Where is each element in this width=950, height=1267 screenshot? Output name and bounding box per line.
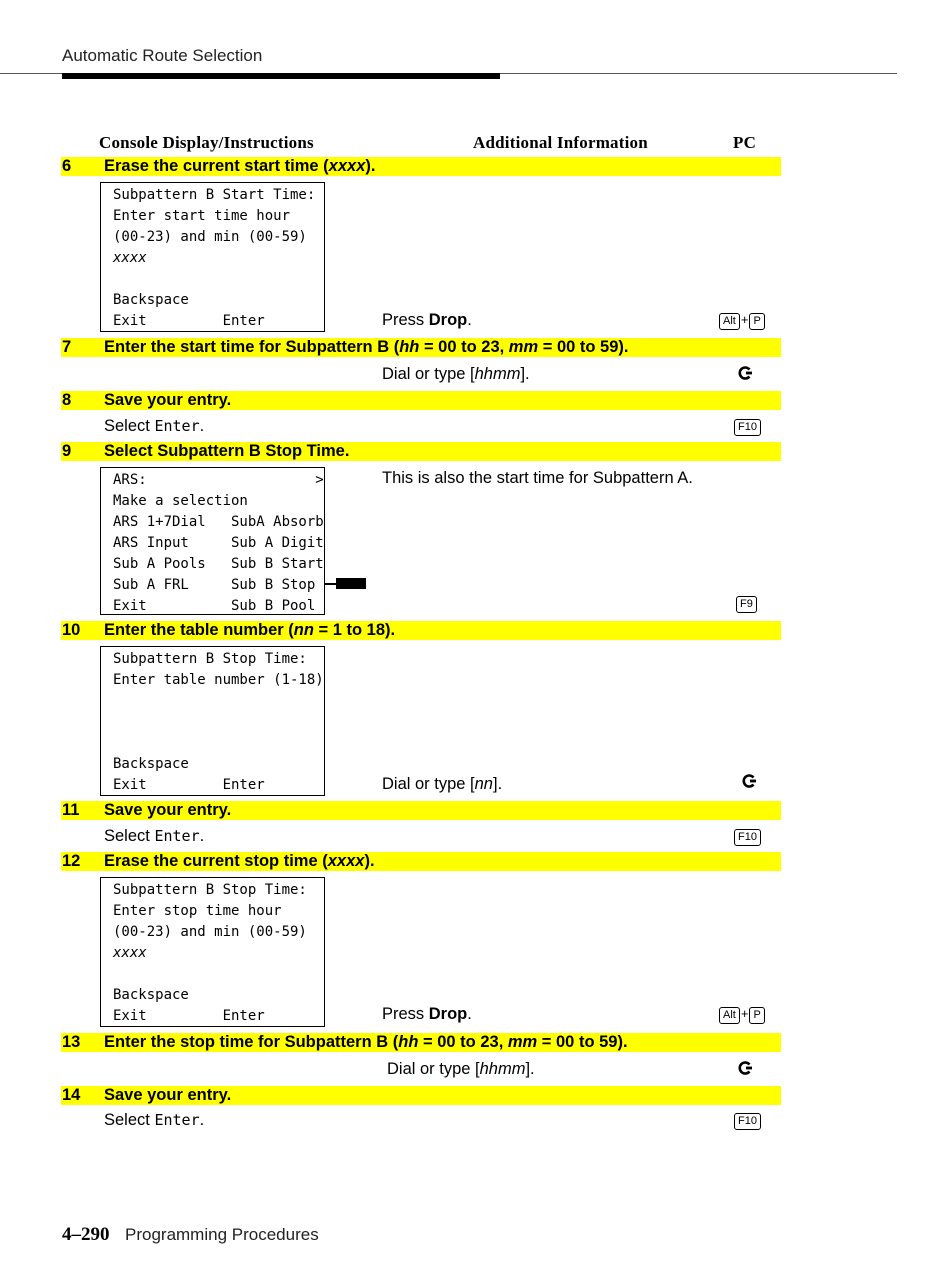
- screen-line: xxxx: [113, 945, 147, 961]
- screen-line: [113, 269, 324, 290]
- console-screen-ars-menu: [100, 467, 325, 615]
- f10-key: F10: [734, 829, 761, 846]
- screen-line: xxxx: [113, 250, 147, 266]
- f9-key: F9: [736, 596, 757, 613]
- step-12-bar: [61, 852, 781, 871]
- screen-line: Exit Sub B Pool: [113, 598, 316, 614]
- console-screen-table-number: [100, 646, 325, 796]
- screen-line-exit-enter: Exit Enter: [113, 1008, 265, 1024]
- step-number: 13: [62, 1033, 81, 1051]
- step-14-bar: [61, 1086, 781, 1105]
- step-number: 9: [62, 442, 72, 460]
- screen-line: Enter table number (1-18): [113, 672, 324, 688]
- page-number: 4–290: [62, 1224, 110, 1245]
- step-number: 12: [62, 852, 81, 870]
- screen-line: Subpattern B Stop Time:: [113, 651, 307, 667]
- console-screen-stop-time: [100, 877, 325, 1027]
- pc-alt-p: Alt + P: [719, 312, 765, 330]
- screen-line: Sub A Pools Sub B Start: [113, 556, 324, 572]
- screen-line: ARS Input Sub A Digit: [113, 535, 324, 551]
- screen-line-sub-b-stop: Sub A FRL Sub B Stop: [113, 577, 316, 593]
- step-number: 14: [62, 1086, 81, 1104]
- select-enter-instruction: Select Enter.: [104, 827, 205, 845]
- step-instruction: Enter the stop time for Subpattern B (hh = 00 to 23, mm = 00 to 59).: [104, 1033, 628, 1051]
- header-rule-bold: [62, 73, 500, 79]
- info-press-drop: Press Drop.: [382, 1005, 472, 1023]
- pc-f10: [734, 829, 761, 846]
- step-11-bar: [61, 801, 781, 820]
- running-header: Automatic Route Selection: [62, 46, 263, 65]
- screen-line: [113, 733, 324, 754]
- step-8-bar: [61, 391, 781, 410]
- footer-section-title: Programming Procedures: [125, 1225, 319, 1244]
- info-dial-hhmm: Dial or type [hhmm].: [382, 365, 530, 383]
- step-13-bar: [61, 1033, 781, 1052]
- screen-line: [113, 691, 324, 712]
- column-heading-info: Additional Information: [473, 133, 648, 152]
- step-instruction: Select Subpattern B Stop Time.: [104, 442, 350, 460]
- screen-line: (00-23) and min (00-59): [113, 924, 307, 940]
- info-dial-hhmm: Dial or type [hhmm].: [387, 1060, 535, 1078]
- step-instruction: Save your entry.: [104, 1086, 232, 1104]
- step-9-bar: [61, 442, 781, 461]
- pc-alt-p: Alt + P: [719, 1006, 765, 1024]
- console-screen-start-time: [100, 182, 325, 332]
- select-enter-instruction: Select Enter.: [104, 417, 205, 435]
- screen-line-backspace: Backspace: [113, 756, 189, 772]
- step-instruction: Enter the start time for Subpattern B (hh = 00 to 23, mm = 00 to 59).: [104, 338, 629, 356]
- step-number: 8: [62, 391, 72, 409]
- screen-line: Subpattern B Stop Time:: [113, 882, 307, 898]
- screen-line-exit-enter: Exit Enter: [113, 313, 265, 329]
- p-key: P: [749, 1007, 764, 1024]
- screen-line: Enter stop time hour: [113, 903, 282, 919]
- alt-key: Alt: [719, 313, 740, 330]
- alt-key: Alt: [719, 1007, 740, 1024]
- step-instruction: Enter the table number (nn = 1 to 18).: [104, 621, 396, 639]
- info-press-drop: Press Drop.: [382, 311, 472, 329]
- screen-line: [113, 712, 324, 733]
- pc-f10: [734, 419, 761, 436]
- screen-line: Make a selection: [113, 493, 248, 509]
- step-10-bar: [61, 621, 781, 640]
- screen-line: [113, 964, 324, 985]
- column-heading-pc: PC: [733, 133, 757, 152]
- screen-line: ARS 1+7Dial SubA Absorb: [113, 514, 324, 530]
- screen-line-backspace: Backspace: [113, 292, 189, 308]
- step-6-bar: [61, 157, 781, 176]
- screen-line: ARS: >: [113, 472, 324, 488]
- step-number: 7: [62, 338, 72, 356]
- p-key: P: [749, 313, 764, 330]
- f10-key: F10: [734, 1113, 761, 1130]
- screen-line: Enter start time hour: [113, 208, 291, 224]
- screen-line: Subpattern B Start Time:: [113, 187, 316, 203]
- step-instruction: Save your entry.: [104, 801, 232, 819]
- pc-f9: [736, 596, 757, 613]
- dial-pad-icon: [737, 1060, 753, 1076]
- select-enter-instruction: Select Enter.: [104, 1111, 205, 1129]
- dial-pad-icon: [737, 365, 753, 381]
- column-heading-console: Console Display/Instructions: [99, 133, 314, 152]
- step-number: 10: [62, 621, 81, 639]
- dial-pad-icon: [741, 773, 757, 789]
- step-instruction: Erase the current start time (xxxx).: [104, 157, 376, 175]
- info-dial-nn: Dial or type [nn].: [382, 775, 503, 793]
- screen-line: (00-23) and min (00-59): [113, 229, 307, 245]
- screen-line-backspace: Backspace: [113, 987, 189, 1003]
- step-instruction: Erase the current stop time (xxxx).: [104, 852, 375, 870]
- selection-pointer-arrow: [336, 578, 366, 589]
- f10-key: F10: [734, 419, 761, 436]
- step-number: 6: [62, 157, 72, 175]
- screen-line-exit-enter: Exit Enter: [113, 777, 265, 793]
- step-number: 11: [62, 801, 80, 819]
- pc-f10: [734, 1113, 761, 1130]
- step-instruction: Save your entry.: [104, 391, 232, 409]
- info-also-start-time: This is also the start time for Subpattern A.: [382, 469, 693, 487]
- step-7-bar: [61, 338, 781, 357]
